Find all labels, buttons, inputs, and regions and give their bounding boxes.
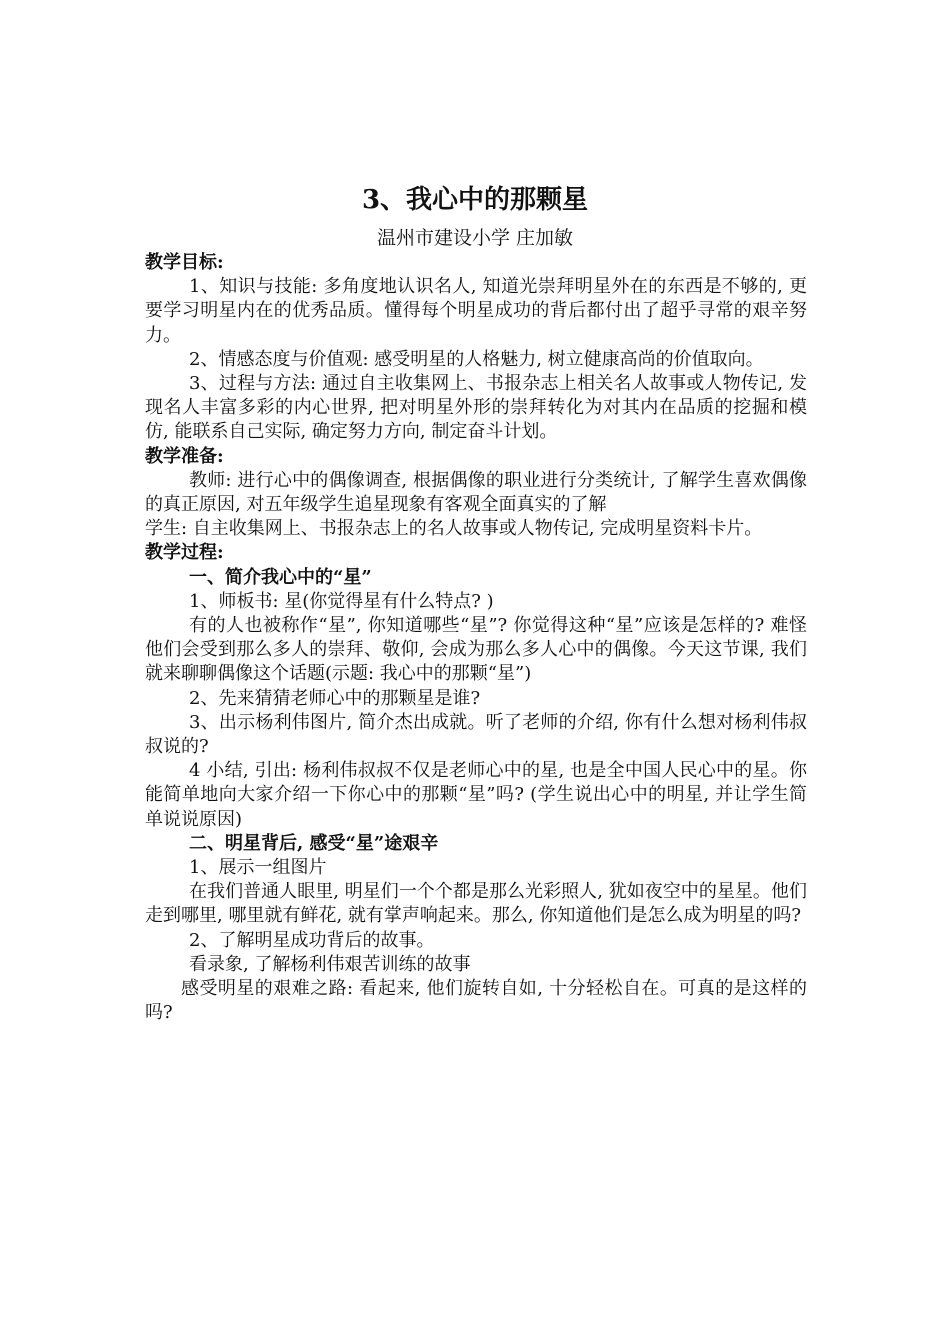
document-body — [145, 251, 807, 1026]
prep-student: 学生: 自主收集网上、书报杂志上的名人故事或人物传记, 完成明星资料卡片。 — [145, 518, 763, 540]
part1-paragraph: 有的人也被称作“星”, 你知道哪些“星”? 你觉得这种“星”应该是怎样的? 难怪他们会受到那么多人的崇拜、敬仰, 会成为那么多人心中的偶像。今天这节课, 我们就来聊聊偶像这个话题(示题: 我心中的那颗“星”) — [145, 615, 807, 685]
part2-video: 看录象, 了解杨利伟艰苦训练的故事 — [189, 953, 471, 975]
goals-heading: 教学目标: — [145, 252, 224, 273]
author-line: 温州市建设小学 庄加敏 — [376, 227, 574, 249]
prep-teacher: 教师: 进行心中的偶像调查, 根据偶像的职业进行分类统计, 了解学生喜欢偶像的真正原因, 对五年级学生追星现象有客观全面真实的了解 — [145, 469, 807, 516]
part2-step1: 1、展示一组图片 — [189, 857, 327, 879]
part2-heading: 二、明星背后, 感受“星”途艰辛 — [189, 832, 439, 854]
part1-step1: 1、师板书: 星(你觉得星有什么特点? ) — [189, 590, 494, 612]
part2-feel: 感受明星的艰难之路: 看起来, 他们旋转自如, 十分轻松自在。可真的是这样的吗? — [145, 978, 807, 1024]
goal-process: 3、过程与方法: 通过自主收集网上、书报杂志上相关名人故事或人物传记, 发现名人丰富多彩的内心世界, 把对明星外形的崇拜转化为对其内在品质的挖掘和模仿, 能联系自己实际, 确定努力方向, 制定奋斗计划。 — [145, 373, 807, 443]
part1-step4: 4 小结, 引出: 杨利伟叔叔不仅是老师心中的星, 也是全中国人民心中的星。你能简单地向大家介绍一下你心中的那颗“星”吗? (学生说出心中的明星, 并让学生简单说说原因) — [145, 760, 807, 830]
process-heading: 教学过程: — [145, 542, 224, 564]
goal-emotion: 2、情感态度与价值观: 感受明星的人格魅力, 树立健康高尚的价值取向。 — [189, 348, 764, 370]
part1-heading: 一、简介我心中的“星” — [189, 566, 372, 588]
prep-heading: 教学准备: — [145, 445, 224, 467]
part2-step2: 2、了解明星成功背后的故事。 — [189, 929, 435, 951]
document-title: 3、我心中的那颗星 — [361, 185, 589, 215]
goal-knowledge: 1、知识与技能: 多角度地认识名人, 知道光崇拜明星外在的东西是不够的, 更要学习明星内在的优秀品质。懂得每个明星成功的背后都付出了超乎寻常的艰辛努力。 — [145, 276, 807, 346]
part1-step3: 3、出示杨利伟图片, 简介杰出成就。听了老师的介绍, 你有什么想对杨利伟叔叔说的? — [145, 711, 807, 758]
part2-paragraph: 在我们普通人眼里, 明星们一个个都是那么光彩照人, 犹如夜空中的星星。他们走到哪里, 哪里就有鲜花, 就有掌声响起来。那么, 你知道他们是怎么成为明星的吗? — [145, 881, 807, 927]
part1-step2: 2、先来猜猜老师心中的那颗星是谁? — [189, 687, 481, 709]
